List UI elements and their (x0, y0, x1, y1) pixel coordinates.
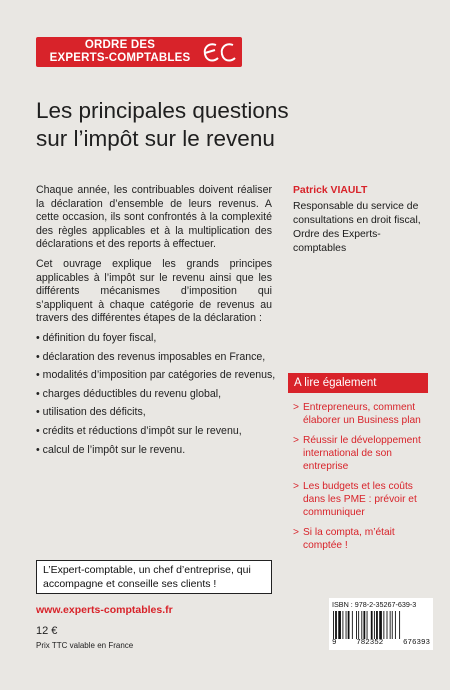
list-item: • déclaration des revenus imposables en France, (36, 350, 266, 363)
barcode-digits (332, 639, 430, 647)
title-line-1: Les principales questions (36, 98, 289, 123)
ec-logo-icon (200, 39, 238, 65)
see-also-item (293, 434, 431, 473)
barcode-digits-left: 782352 (356, 639, 384, 647)
barcode-icon (332, 611, 424, 639)
author-description: Responsable du service de consultations en droit fiscal, Ordre des Experts-comptables (293, 201, 421, 254)
logo-line-1: ORDRE DES (84, 39, 156, 51)
see-also-item (293, 480, 431, 519)
topics-list (36, 331, 276, 457)
barcode-block (329, 598, 433, 650)
logo-line-2: EXPERTS-COMPTABLES (49, 52, 191, 64)
list-item: • charges déductibles du revenu global, (36, 387, 222, 400)
see-also-title: Réussir le développement international de son entreprise (303, 435, 421, 472)
see-also-heading: A lire également (288, 373, 428, 393)
list-item: • définition du foyer fiscal, (36, 331, 157, 344)
tagline-box: L’Expert-comptable, un chef d’entreprise, qui accompagne et conseille ses clients ! (36, 560, 272, 594)
see-also-list (293, 401, 431, 559)
website-link[interactable]: www.experts-comptables.fr (36, 604, 173, 616)
barcode-digit-lead: 9 (332, 639, 337, 647)
intro-paragraph-2: Cet ouvrage explique les grands principes applicables à l’impôt sur le revenu ainsi que les différents mécanismes d’imposition qui s’appliquent à chaque catégorie de revenus au travers des différentes étapes de la déclaration : (36, 257, 272, 325)
book-title (36, 97, 416, 153)
see-also-title: Si la compta, m’était comptée ! (303, 527, 395, 551)
list-item: • calcul de l’impôt sur le revenu. (36, 443, 186, 456)
description (36, 184, 276, 462)
isbn-label: ISBN : 978-2-35267-639-3 (332, 600, 417, 609)
intro-paragraph-1: Chaque année, les contribuables doivent réaliser la déclaration d’ensemble de leurs revenus. A cette occasion, ils sont confrontés à la complexité des règles applicables et à la multiplication des déclarations et des reports à effectuer. (36, 184, 272, 251)
see-also-item (293, 401, 431, 427)
publisher-logo (36, 37, 242, 67)
author-name: Patrick VIAULT (293, 185, 368, 196)
title-line-2: sur l’impôt sur le revenu (36, 126, 275, 151)
author-block (293, 184, 428, 256)
arrow-icon: > (293, 402, 299, 413)
list-item: • modalités d’imposition par catégories de revenus, (36, 369, 276, 382)
arrow-icon: > (293, 527, 299, 538)
price-note: Prix TTC valable en France (36, 641, 134, 650)
arrow-icon: > (293, 481, 299, 492)
see-also-title: Les budgets et les coûts dans les PME : prévoir et communiquer (303, 481, 417, 518)
see-also-title: Entrepreneurs, comment élaborer un Business plan (303, 402, 421, 426)
barcode-digits-right: 676393 (402, 639, 430, 647)
price: 12 € (36, 625, 58, 637)
arrow-icon: > (293, 435, 299, 446)
list-item: • crédits et réductions d’impôt sur le revenu, (36, 424, 242, 437)
see-also-item (293, 526, 431, 552)
list-item: • utilisation des déficits, (36, 406, 146, 419)
